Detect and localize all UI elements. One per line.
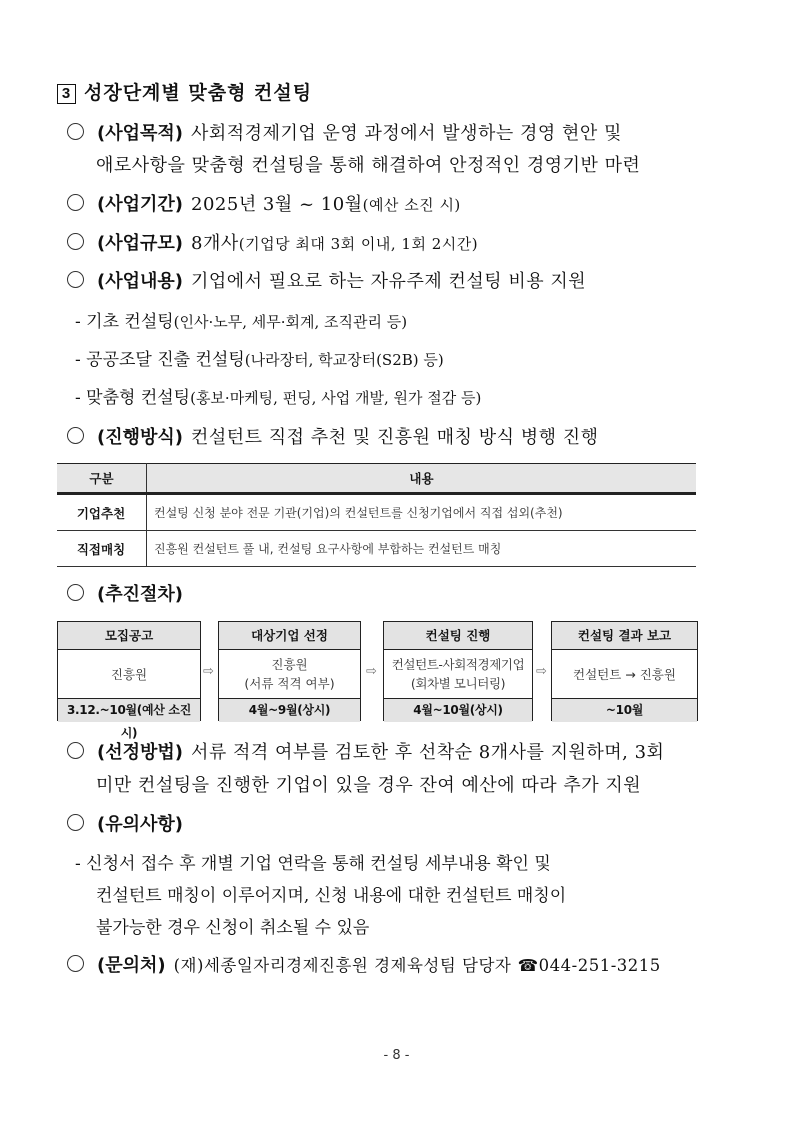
- flow-step-body: [552, 650, 697, 698]
- content-label: (사업내용): [97, 271, 184, 292]
- flow-step-line1: 진흥원: [110, 666, 148, 682]
- flow-step-recruit: [57, 621, 201, 740]
- flow-step-line1: 컨설턴트-사회적경제기업: [391, 657, 525, 672]
- subitem-main: 맞춤형 컨설팅: [86, 388, 191, 408]
- method-item: [67, 423, 599, 449]
- period-item: [67, 190, 461, 216]
- scale-text: 8개사: [191, 233, 239, 254]
- subitem-note: (나라장터, 학교장터(S2B) 등): [244, 351, 444, 369]
- flow-step-title: 대상기업 선정: [219, 622, 360, 650]
- table-cell-desc: 컨설팅 신청 분야 전문 기관(기업)의 컨설턴트를 신청기업에서 직접 섭외(추천): [147, 494, 697, 531]
- contact-label: (문의처): [97, 955, 166, 976]
- circle-bullet-icon: [67, 123, 84, 140]
- notes-text-line1: 신청서 접수 후 개별 기업 연락을 통해 컨설팅 세부내용 확인 및: [86, 854, 551, 874]
- flow-step-line2: (서류 적격 여부): [244, 676, 335, 691]
- arrow-right-icon: ⇨: [536, 664, 547, 679]
- method-table: [57, 463, 696, 567]
- notes-item: [67, 810, 191, 836]
- scale-item: [67, 229, 478, 255]
- arrow-right-icon: ⇨: [366, 664, 377, 679]
- flow-step-date: 3.12.~10월(예산 소진 시): [58, 698, 200, 722]
- purpose-text-line1: 사회적경제기업 운영 과정에서 발생하는 경영 현안 및: [191, 123, 622, 144]
- notes-label: (유의사항): [97, 814, 184, 835]
- flow-step-title: 컨설팅 진행: [384, 622, 532, 650]
- subitem-note: (홍보·마케팅, 펀딩, 사업 개발, 원가 절감 등): [190, 389, 482, 407]
- flow-step-title: 모집공고: [58, 622, 200, 650]
- procedure-label: (추진절차): [97, 584, 184, 605]
- circle-bullet-icon: [67, 233, 84, 250]
- method-text: 컨설턴트 직접 추천 및 진흥원 매칭 방식 병행 진행: [191, 427, 599, 448]
- section-title: [57, 78, 312, 105]
- period-text: 2025년 3월 ~ 10월: [191, 194, 363, 215]
- circle-bullet-icon: [67, 194, 84, 211]
- table-row: [57, 494, 696, 531]
- flow-step-body: [219, 650, 360, 698]
- circle-bullet-icon: [67, 955, 84, 972]
- contact-text: (재)세종일자리경제진흥원 경제육성팀 담당자: [173, 956, 512, 975]
- selection-label: (선정방법): [97, 742, 184, 763]
- flow-step-report: [551, 621, 698, 721]
- flow-step-selection: [218, 621, 361, 721]
- page-number: - 8 -: [383, 1048, 410, 1063]
- circle-bullet-icon: [67, 742, 84, 759]
- content-item: [67, 267, 586, 293]
- table-cell-type: 직접매칭: [57, 531, 147, 567]
- section-title-text: 성장단계별 맞춤형 컨설팅: [84, 82, 313, 104]
- flow-step-date: 4월~9월(상시): [219, 698, 360, 722]
- content-subitem: - 맞춤형 컨설팅(홍보·마케팅, 펀딩, 사업 개발, 원가 절감 등): [75, 388, 482, 408]
- table-cell-type: 기업추천: [57, 494, 147, 531]
- selection-item: [67, 738, 664, 764]
- notes-line1: - 신청서 접수 후 개별 기업 연락을 통해 컨설팅 세부내용 확인 및: [75, 854, 551, 874]
- circle-bullet-icon: [67, 814, 84, 831]
- table-row: [57, 531, 696, 567]
- flow-step-body: [58, 650, 200, 698]
- circle-bullet-icon: [67, 427, 84, 444]
- subitem-note: (인사·노무, 세무·회계, 조직관리 등): [173, 313, 408, 331]
- flow-step-line1: 컨설턴트 → 진흥원: [573, 666, 676, 682]
- flow-step-title: 컨설팅 결과 보고: [552, 622, 697, 650]
- subitem-main: 기초 컨설팅: [86, 312, 174, 332]
- period-note: (예산 소진 시): [362, 196, 461, 214]
- method-label: (진행방식): [97, 427, 184, 448]
- notes-text-line3: 불가능한 경우 신청이 취소될 수 있음: [96, 918, 370, 938]
- table-cell-desc: 진흥원 컨설턴트 풀 내, 컨설팅 요구사항에 부합하는 컨설턴트 매칭: [147, 531, 697, 567]
- table-header-type: 구분: [57, 464, 147, 494]
- selection-text-line2: 미만 컨설팅을 진행한 기업이 있을 경우 잔여 예산에 따라 추가 지원: [96, 775, 642, 796]
- purpose-text-line2: 애로사항을 맞춤형 컨설팅을 통해 해결하여 안정적인 경영기반 마련: [96, 155, 641, 176]
- content-subitem: - 기초 컨설팅(인사·노무, 세무·회계, 조직관리 등): [75, 312, 408, 332]
- purpose-item: [67, 119, 622, 145]
- flow-step-consulting: [383, 621, 533, 721]
- subitem-main: 공공조달 진출 컨설팅: [86, 350, 245, 370]
- circle-bullet-icon: [67, 271, 84, 288]
- arrow-right-icon: ⇨: [203, 664, 214, 679]
- flow-step-body: [384, 650, 532, 698]
- selection-text-line1: 서류 적격 여부를 검토한 후 선착순 8개사를 지원하며, 3회: [191, 742, 665, 763]
- scale-label: (사업규모): [97, 233, 184, 254]
- flow-step-line2: (회차별 모니터링): [410, 676, 506, 691]
- flow-step-date: ~10월: [552, 698, 697, 722]
- section-number-box: 3: [57, 84, 76, 104]
- circle-bullet-icon: [67, 584, 84, 601]
- notes-text-line2: 컨설턴트 매칭이 이루어지며, 신청 내용에 대한 컨설턴트 매칭이: [96, 886, 567, 906]
- flow-step-date: 4월~10월(상시): [384, 698, 532, 722]
- purpose-label: (사업목적): [97, 123, 184, 144]
- contact-item: [67, 951, 661, 977]
- scale-note: (기업당 최대 3회 이내, 1회 2시간): [238, 235, 479, 253]
- period-label: (사업기간): [97, 194, 184, 215]
- table-header-content: 내용: [147, 464, 697, 494]
- table-header-row: [57, 464, 696, 494]
- content-subitem: - 공공조달 진출 컨설팅(나라장터, 학교장터(S2B) 등): [75, 350, 444, 370]
- contact-phone[interactable]: ☎044-251-3215: [517, 956, 661, 975]
- procedure-item: [67, 580, 191, 606]
- content-text: 기업에서 필요로 하는 자유주제 컨설팅 비용 지원: [191, 271, 587, 292]
- flow-step-line1: 진흥원: [271, 657, 308, 672]
